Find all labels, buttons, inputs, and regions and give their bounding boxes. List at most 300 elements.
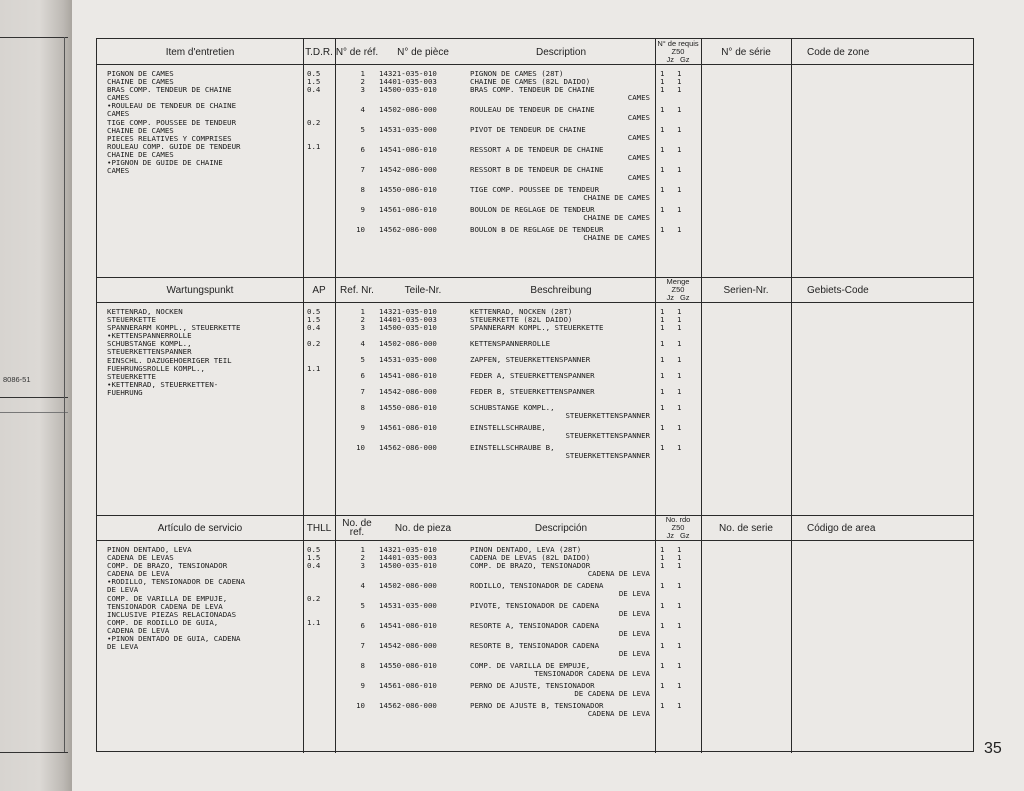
ref-number: 6 [360,621,365,630]
part-description-line1: CHAINE DE CAMES (82L DAIDO) [470,77,591,86]
ref-number: 7 [360,165,365,174]
maintenance-item: EINSCHL. DAZUGEHOERIGER TEIL [107,355,232,365]
labor-time: 0.5 [307,545,321,554]
ref-number: 8 [360,403,365,412]
qty-gz: 1 [677,145,682,154]
qty-jz: 1 [660,85,665,94]
part-number: 14502-086-000 [379,105,437,114]
maintenance-item: STEUERKETTE [107,315,156,325]
ref-number: 9 [360,423,365,432]
qty-jz: 1 [660,553,665,562]
maintenance-item: KETTENRAD, NOCKEN [107,307,183,316]
header-description: Descripción [534,522,588,534]
previous-page-strip [0,0,72,791]
header-jz: Jz [666,293,674,302]
ref-number: 5 [360,355,365,364]
qty-gz: 1 [677,553,682,562]
part-number: 14401-035-003 [379,553,437,562]
part-description [470,602,650,618]
ref-number: 10 [356,443,365,452]
table-header [97,515,973,541]
qty-jz: 1 [660,403,665,412]
part-number: 14561-086-010 [379,205,437,214]
part-number: 14321-035-010 [379,69,437,78]
part-description-line1: RODILLO, TENSIONADOR DE CADENA [470,581,604,590]
column-divider [335,515,336,753]
qty-gz: 1 [677,165,682,174]
ref-number: 5 [360,601,365,610]
part-description-line2: DE LEVA [618,629,650,638]
part-number: 14500-035-010 [379,561,437,570]
part-description [470,186,650,202]
column-divider [655,515,656,753]
maintenance-item: PIGNON DE CAMES [107,69,174,78]
qty-jz: 1 [660,581,665,590]
ref-number: 2 [360,315,365,324]
left-page-ref-code: 8086-51 [3,375,31,384]
qty-gz: 1 [677,545,682,554]
qty-jz: 1 [660,339,665,348]
qty-gz: 1 [677,69,682,78]
part-number: 14500-035-010 [379,85,437,94]
qty-gz: 1 [677,105,682,114]
header-ref: Ref. Nr. [340,284,374,296]
header-model: Z50 [671,285,685,294]
header-gz: Gz [679,531,690,540]
part-description [470,562,650,578]
header-jz: Jz [666,531,674,540]
page-number: 35 [984,740,1002,757]
part-number: 14502-086-000 [379,581,437,590]
section-es [97,515,973,753]
part-description [470,106,650,122]
part-description-line1: TIGE COMP. POUSSEE DE TENDEUR [470,185,600,194]
column-divider [335,277,336,515]
ref-number: 1 [360,545,365,554]
header-jz: Jz [666,55,674,64]
column-divider [791,39,792,277]
part-description-line2: DE LEVA [618,649,650,658]
part-description [470,372,650,380]
part-description-line1: PIGNON DE CAMES (28T) [470,69,564,78]
part-number: 14562-086-000 [379,701,437,710]
column-divider [791,277,792,515]
part-description-line2: CAMES [627,133,650,142]
column-divider [701,515,702,753]
header-quantity-label: Menge [666,277,690,286]
part-description-line2: STEUERKETTENSPANNER [565,451,650,460]
maintenance-item: TIGE COMP. POUSSEE DE TENDEUR CHAINE DE CAMES [107,117,237,135]
section-de [97,277,973,515]
ref-number: 4 [360,339,365,348]
qty-jz: 1 [660,545,665,554]
qty-jz: 1 [660,105,665,114]
header-part-number: No. de pieza [394,522,452,534]
part-description-line1: KETTENRAD, NOCKEN (28T) [470,307,573,316]
qty-gz: 1 [677,125,682,134]
part-description-line1: STEUERKETTE (82L DAIDO) [470,315,573,324]
part-number: 14561-086-010 [379,681,437,690]
part-description-line1: RESORTE B, TENSIONADOR CADENA [470,641,600,650]
qty-gz: 1 [677,621,682,630]
maintenance-item: CADENA DE LEVAS [107,553,174,563]
header-description: Beschreibung [530,284,592,296]
maintenance-item: SCHUBSTANGE KOMPL., STEUERKETTENSPANNER [107,339,192,357]
header-description: Description [535,46,587,58]
table-header [97,277,973,303]
part-number: 14561-086-010 [379,423,437,432]
labor-time: 1.5 [307,553,321,563]
ref-number: 8 [360,185,365,194]
qty-gz: 1 [677,307,682,316]
header-quantity [655,277,701,303]
header-model: Z50 [671,47,685,56]
part-description-line2: CADENA DE LEVA [587,569,650,578]
qty-jz: 1 [660,323,665,332]
column-divider [655,39,656,277]
part-number: 14541-086-010 [379,371,437,380]
part-number: 14562-086-000 [379,443,437,452]
part-description-line1: PERNO DE AJUSTE B, TENSIONADOR [470,701,604,710]
header-quantity-subcols [666,294,689,302]
header-quantity-subcols [666,56,689,64]
labor-time: 0.4 [307,85,321,95]
maintenance-item: FUEHRUNGSROLLE KOMPL., STEUERKETTE [107,363,205,381]
part-description-line1: COMP. DE VARILLA DE EMPUJE, [470,661,591,670]
part-description-line1: PIVOT DE TENDEUR DE CHAINE [470,125,586,134]
qty-jz: 1 [660,701,665,710]
part-description-line1: ROULEAU DE TENDEUR DE CHAINE [470,105,595,114]
qty-gz: 1 [677,185,682,194]
maintenance-item: COMP. DE BRAZO, TENSIONADOR CADENA DE LEVA [107,561,228,579]
ref-number: 1 [360,69,365,78]
qty-gz: 1 [677,77,682,86]
header-area-code: Gebiets-Code [807,284,869,296]
header-area-code: Code de zone [807,46,870,58]
header-quantity [655,515,701,541]
maintenance-item: COMP. DE VARILLA DE EMPUJE, TENSIONADOR CADENA DE LEVA [107,593,228,611]
labor-time: 1.1 [307,141,321,151]
part-description [470,682,650,698]
qty-gz: 1 [677,681,682,690]
part-description [470,226,650,242]
column-divider [791,515,792,753]
header-part-number: Teile-Nr. [404,284,442,296]
ref-number: 4 [360,581,365,590]
column-divider [701,277,702,515]
part-description-line1: SCHUBSTANGE KOMPL., [470,403,555,412]
part-description-line2: STEUERKETTENSPANNER [565,411,650,420]
part-description [470,622,650,638]
header-quantity-label: N° de requis [657,39,699,48]
qty-jz: 1 [660,307,665,316]
part-description-line2: CAMES [627,153,650,162]
qty-jz: 1 [660,165,665,174]
part-description [470,146,650,162]
ref-number: 6 [360,371,365,380]
part-number: 14541-086-010 [379,621,437,630]
part-description-line2: CHAINE DE CAMES [583,233,650,242]
part-number: 14401-035-003 [379,77,437,86]
labor-time: 1.1 [307,363,321,373]
part-description-line2: CAMES [627,113,650,122]
qty-gz: 1 [677,387,682,396]
qty-gz: 1 [677,225,682,234]
qty-jz: 1 [660,355,665,364]
divider [0,397,68,398]
part-description-line1: ZAPFEN, STEUERKETTENSPANNER [470,355,591,364]
part-description-line1: EINSTELLSCHRAUBE, [470,423,546,432]
ref-number: 6 [360,145,365,154]
labor-time: 0.4 [307,561,321,571]
ref-number: 10 [356,701,365,710]
qty-jz: 1 [660,423,665,432]
qty-gz: 1 [677,355,682,364]
part-number: 14401-035-003 [379,315,437,324]
part-description-line1: RESORTE A, TENSIONADOR CADENA [470,621,600,630]
column-divider [701,39,702,277]
part-description-line2: CAMES [627,93,650,102]
maintenance-item: •RODILLO, TENSIONADOR DE CADENA DE LEVA [107,577,245,595]
part-description-line2: CADENA DE LEVA [587,709,650,718]
divider [64,37,65,752]
labor-time: 0.5 [307,69,321,78]
header-quantity-label: No. rdo [665,515,691,524]
header-gz: Gz [679,55,690,64]
ref-number: 4 [360,105,365,114]
qty-jz: 1 [660,145,665,154]
part-description-line1: RESSORT A DE TENDEUR DE CHAINE [470,145,604,154]
header-item: Artículo de servicio [157,522,243,534]
part-number: 14542-086-000 [379,387,437,396]
qty-jz: 1 [660,601,665,610]
qty-gz: 1 [677,85,682,94]
maintenance-item: •ROULEAU DE TENDEUR DE CHAINE CAMES [107,101,237,119]
header-interval: THLL [306,522,332,534]
part-description-line1: CADENA DE LEVAS (82L DAIDO) [470,553,591,562]
ref-number: 7 [360,387,365,396]
divider [0,412,68,413]
header-gz: Gz [679,293,690,302]
part-description-line2: TENSIONADOR CADENA DE LEVA [534,669,650,678]
labor-time: 1.5 [307,315,321,325]
qty-gz: 1 [677,315,682,324]
qty-jz: 1 [660,681,665,690]
qty-jz: 1 [660,371,665,380]
ref-number: 9 [360,681,365,690]
header-item: Item d'entretien [165,46,235,58]
part-description [470,662,650,678]
part-number: 14550-086-010 [379,403,437,412]
header-quantity [655,39,701,65]
ref-number: 2 [360,553,365,562]
qty-gz: 1 [677,561,682,570]
maintenance-item: PINON DENTADO, LEVA [107,545,192,554]
ref-number: 8 [360,661,365,670]
part-description-line1: PINON DENTADO, LEVA (28T) [470,545,582,554]
maintenance-item: CHAINE DE CAMES [107,77,174,87]
qty-jz: 1 [660,641,665,650]
qty-gz: 1 [677,581,682,590]
part-description [470,166,650,182]
part-description-line1: PIVOTE, TENSIONADOR DE CADENA [470,601,600,610]
maintenance-item: •PIGNON DE GUIDE DE CHAINE CAMES [107,158,223,176]
part-description-line2: CAMES [627,173,650,182]
header-serial: No. de serie [719,522,773,534]
qty-jz: 1 [660,315,665,324]
ref-number: 7 [360,641,365,650]
part-description-line1: EINSTELLSCHRAUBE B, [470,443,555,452]
part-description-line2: CHAINE DE CAMES [583,193,650,202]
part-description-line2: CHAINE DE CAMES [583,213,650,222]
ref-number: 3 [360,323,365,332]
qty-gz: 1 [677,371,682,380]
maintenance-item: BRAS COMP. TENDEUR DE CHAINE CAMES [107,85,232,103]
part-description-line1: BOULON B DE REGLAGE DE TENDEUR [470,225,604,234]
qty-jz: 1 [660,387,665,396]
labor-time: 0.4 [307,323,321,333]
part-description-line1: COMP. DE BRAZO, TENSIONADOR [470,561,591,570]
qty-jz: 1 [660,205,665,214]
part-description [470,86,650,102]
part-number: 14531-035-000 [379,601,437,610]
header-area-code: Código de area [807,522,876,534]
part-description-line1: KETTENSPANNERROLLE [470,339,551,348]
maintenance-item: •PINON DENTADO DE GUIA, CADENA DE LEVA [107,634,241,652]
maintenance-item: ROULEAU COMP. GUIDE DE TENDEUR CHAINE DE CAMES [107,141,241,159]
ref-number: 2 [360,77,365,86]
part-number: 14550-086-010 [379,185,437,194]
part-description [470,340,650,348]
maintenance-item: INCLUSIVE PIEZAS RELACIONADAS [107,609,237,619]
part-description-line2: DE CADENA DE LEVA [574,689,650,698]
section-fr [97,39,973,277]
part-number: 14321-035-010 [379,545,437,554]
qty-gz: 1 [677,641,682,650]
qty-gz: 1 [677,423,682,432]
header-model: Z50 [671,523,685,532]
column-divider [335,39,336,277]
qty-gz: 1 [677,323,682,332]
header-item: Wartungspunkt [166,284,234,296]
part-description-line2: STEUERKETTENSPANNER [565,431,650,440]
part-description [470,126,650,142]
part-number: 14542-086-000 [379,641,437,650]
qty-jz: 1 [660,185,665,194]
labor-time: 0.5 [307,307,321,316]
part-description-line1: RESSORT B DE TENDEUR DE CHAINE [470,165,604,174]
qty-jz: 1 [660,225,665,234]
qty-gz: 1 [677,339,682,348]
part-number: 14562-086-000 [379,225,437,234]
part-description-line1: FEDER A, STEUERKETTENSPANNER [470,371,595,380]
qty-jz: 1 [660,125,665,134]
column-divider [655,277,656,515]
part-description [470,206,650,222]
labor-time: 0.2 [307,339,321,349]
part-description [470,388,650,396]
maintenance-item: •KETTENRAD, STEUERKETTEN- FUEHRUNG [107,379,219,397]
qty-gz: 1 [677,443,682,452]
header-part-number: N° de pièce [397,46,449,58]
part-description-line1: SPANNERARM KOMPL., STEUERKETTE [470,323,604,332]
qty-gz: 1 [677,403,682,412]
part-number: 14321-035-010 [379,307,437,316]
part-description [470,444,650,460]
header-serial: Serien-Nr. [723,284,769,296]
part-number: 14542-086-000 [379,165,437,174]
table-header [97,39,973,65]
header-quantity-subcols [666,532,689,540]
ref-number: 5 [360,125,365,134]
part-description-line2: DE LEVA [618,589,650,598]
part-description-line1: FEDER B, STEUERKETTENSPANNER [470,387,595,396]
part-description [470,642,650,658]
labor-time: 1.5 [307,77,321,87]
qty-gz: 1 [677,661,682,670]
labor-time: 0.2 [307,117,321,127]
ref-number: 9 [360,205,365,214]
ref-number: 10 [356,225,365,234]
part-number: 14531-035-000 [379,355,437,364]
part-description-line1: BRAS COMP. TENDEUR DE CHAINE [470,85,595,94]
part-description [470,324,650,332]
qty-jz: 1 [660,69,665,78]
part-description [470,424,650,440]
part-description-line1: PERNO DE AJUSTE, TENSIONADOR [470,681,595,690]
maintenance-item: PIECES RELATIVES Y COMPRISES [107,133,232,143]
qty-jz: 1 [660,661,665,670]
part-number: 14541-086-010 [379,145,437,154]
header-serial: N° de série [721,46,771,58]
maintenance-item: •KETTENSPANNERROLLE [107,331,192,341]
labor-time: 1.1 [307,617,321,627]
qty-jz: 1 [660,621,665,630]
divider [0,752,68,753]
ref-number: 3 [360,85,365,94]
ref-number: 1 [360,307,365,316]
header-ref: No. de ref. [342,518,372,538]
part-description-line1: BOULON DE REGLAGE DE TENDEUR [470,205,595,214]
part-description [470,582,650,598]
part-description [470,404,650,420]
part-number: 14500-035-010 [379,323,437,332]
labor-time: 0.2 [307,593,321,603]
qty-gz: 1 [677,205,682,214]
part-number: 14531-035-000 [379,125,437,134]
qty-gz: 1 [677,601,682,610]
parts-table-page [96,38,974,752]
qty-jz: 1 [660,561,665,570]
part-description [470,702,650,718]
qty-gz: 1 [677,701,682,710]
header-interval: AP [312,284,326,296]
maintenance-item: COMP. DE RODILLO DE GUIA, CADENA DE LEVA [107,617,219,635]
maintenance-item: SPANNERARM KOMPL., STEUERKETTE [107,323,241,333]
qty-jz: 1 [660,77,665,86]
column-divider [303,515,304,753]
part-number: 14502-086-000 [379,339,437,348]
column-divider [303,277,304,515]
part-description [470,356,650,364]
header-ref: N° de réf. [335,46,379,58]
part-number: 14550-086-010 [379,661,437,670]
divider [0,37,68,38]
header-interval: T.D.R. [305,46,333,58]
column-divider [303,39,304,277]
ref-number: 3 [360,561,365,570]
part-description-line2: DE LEVA [618,609,650,618]
